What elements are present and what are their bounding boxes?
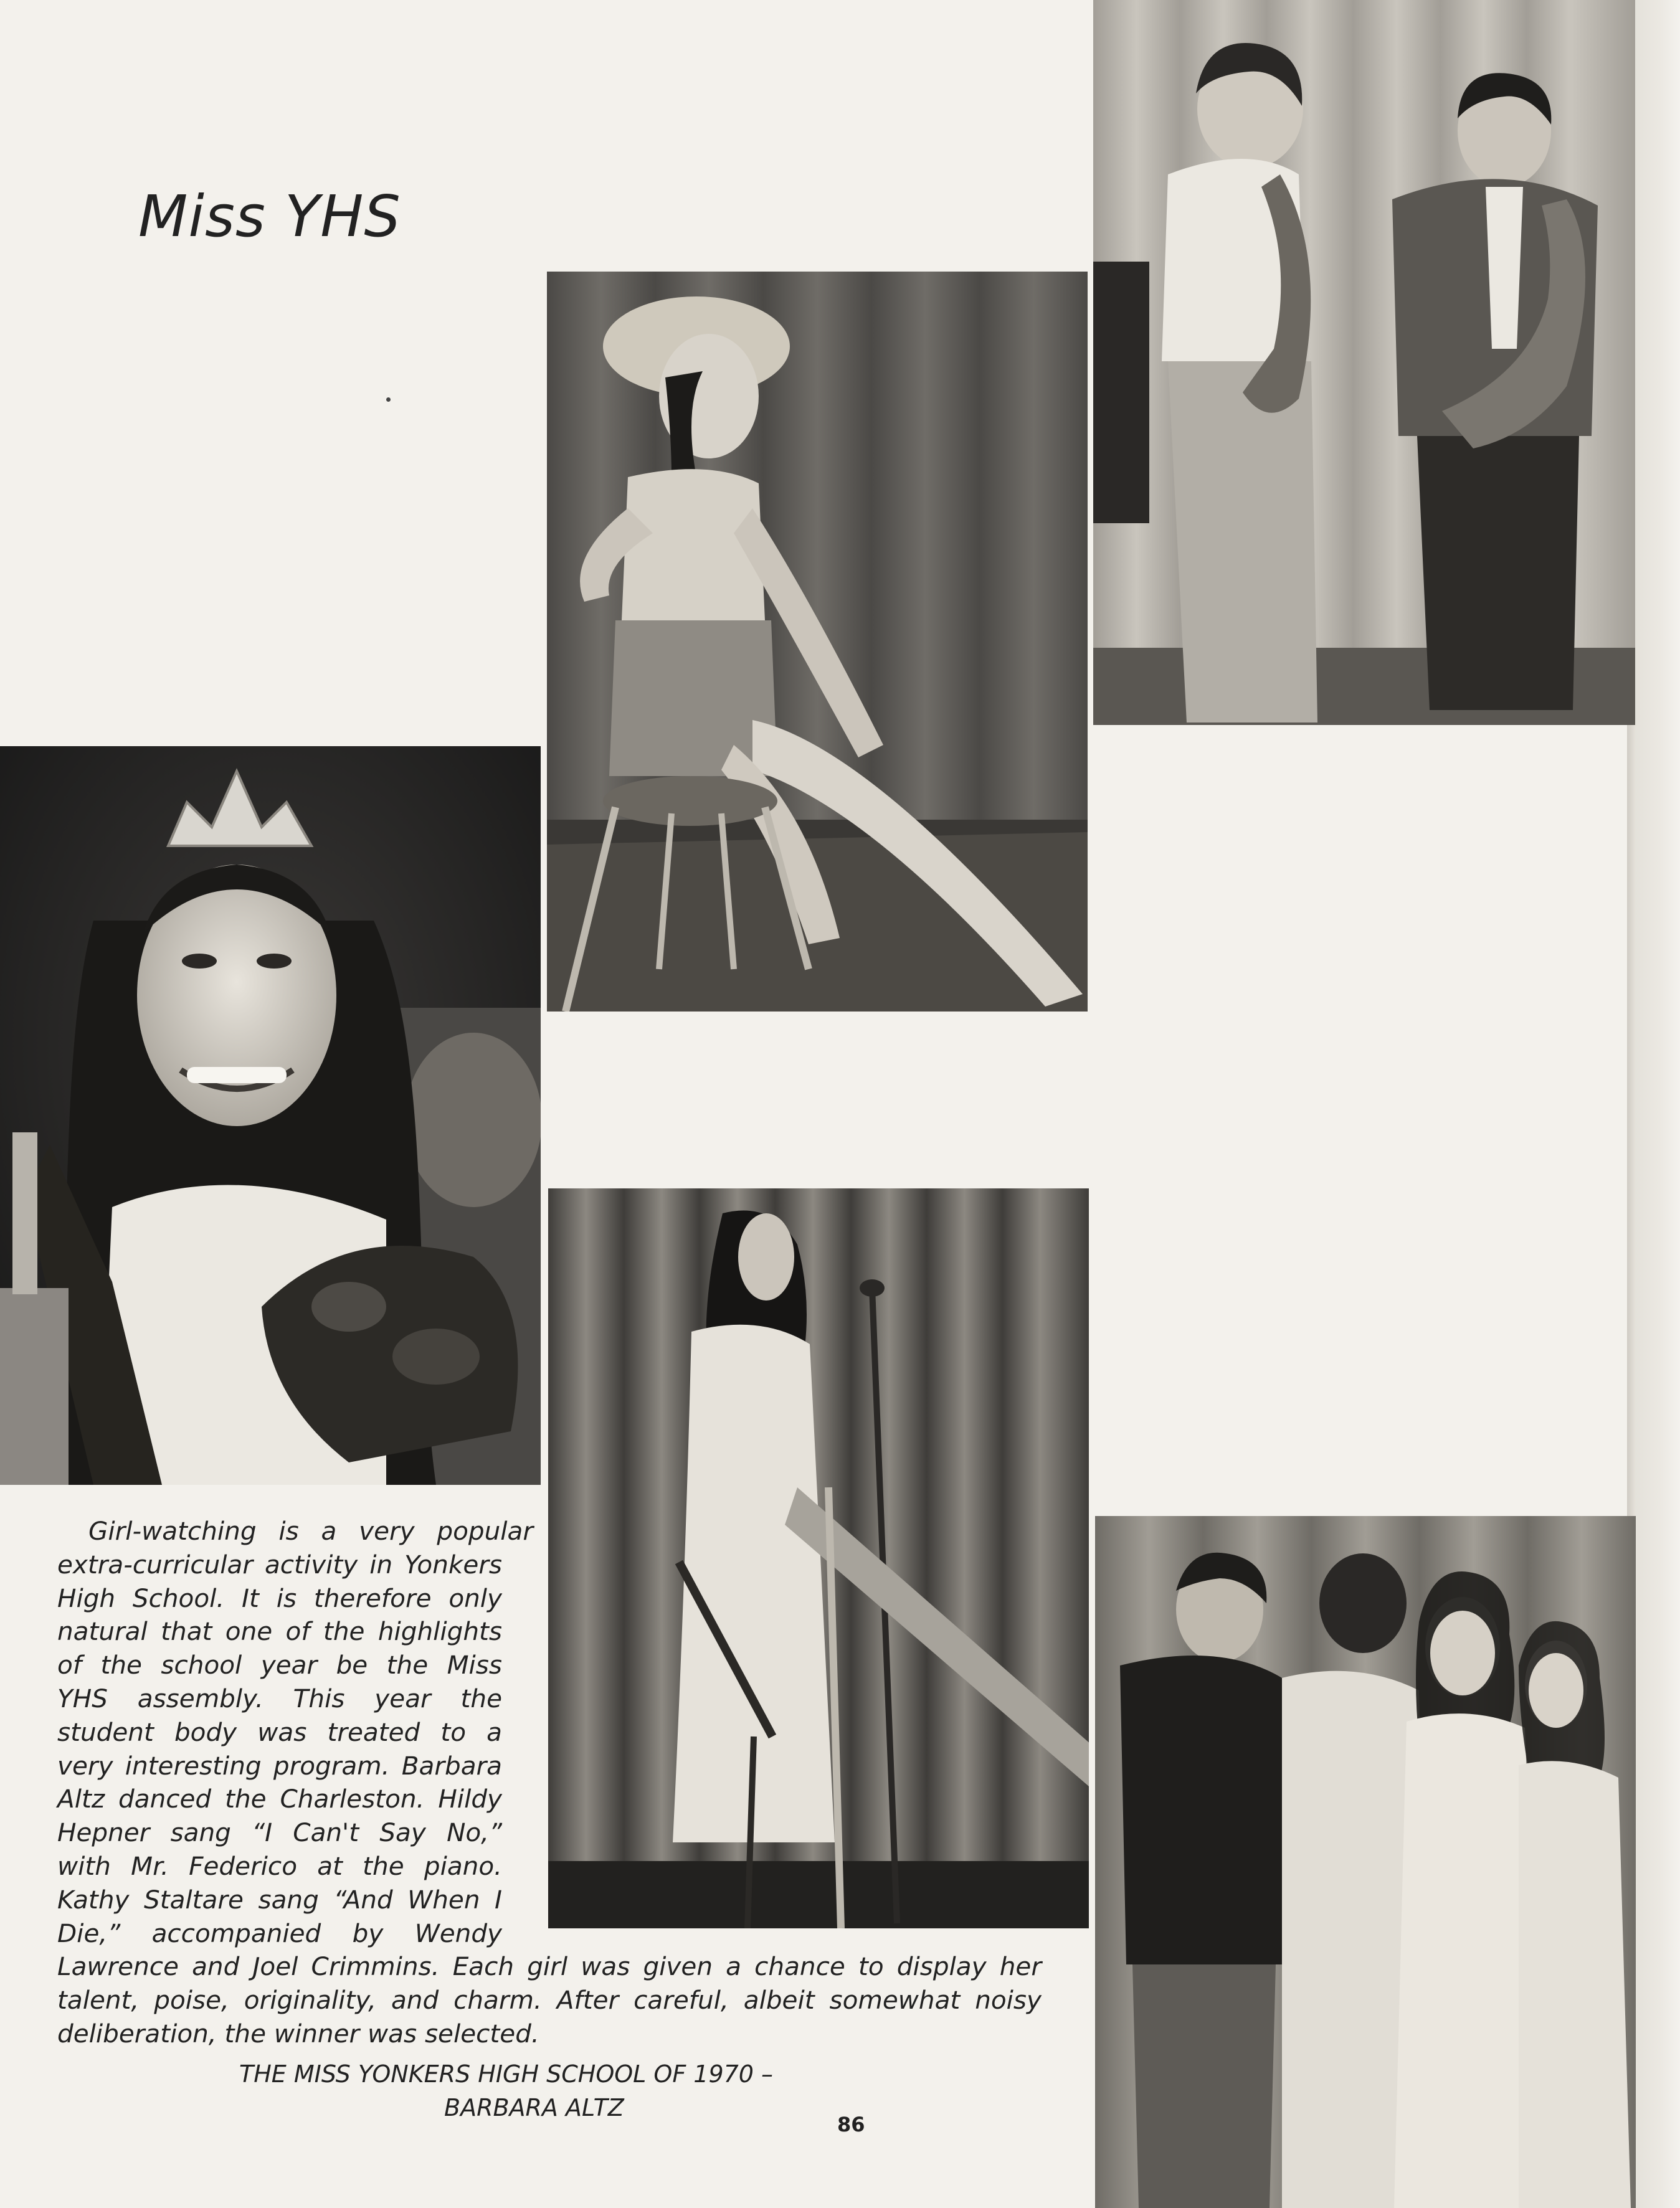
caption-line: Kathy Staltare sang “And When I (57, 1884, 502, 1915)
caption-line: talent, poise, originality, and charm. After careful, albeit somewhat noisy (57, 1985, 1042, 2016)
caption-line: Die,” accompanied by Wendy (57, 1918, 502, 1948)
page-edge (1635, 0, 1680, 2208)
photo-farm-girl-dancer-image (547, 272, 1088, 1012)
caption-line: natural that one of the highlights (57, 1616, 502, 1647)
winner-name: BARBARA ALTZ (444, 2094, 624, 2121)
caption-text (57, 1515, 1048, 2051)
photo-crowning-ceremony (1095, 1516, 1636, 2208)
caption-line: student body was treated to a (57, 1717, 502, 1747)
photo-farm-girl-dancer (547, 272, 1088, 1012)
caption-line: Hepner sang “I Can't Say No,” (57, 1817, 502, 1848)
page-heading: Miss YHS (138, 182, 401, 250)
caption-line: YHS assembly. This year the (57, 1683, 502, 1713)
caption-line: extra-curricular activity in Yonkers (57, 1549, 502, 1580)
caption-line: High School. It is therefore only (57, 1583, 502, 1613)
photo-crowning-ceremony-image (1095, 1516, 1636, 2208)
caption-line: deliberation, the winner was selected. (57, 2018, 539, 2049)
caption-line: of the school year be the Miss (57, 1650, 502, 1680)
caption-line: very interesting program. Barbara (57, 1750, 502, 1781)
photo-crowned-queen-image (0, 746, 541, 1485)
photo-crowned-queen (0, 746, 541, 1485)
photo-saxophone-players (1093, 0, 1635, 725)
photo-saxophone-players-image (1093, 0, 1635, 725)
print-speck (386, 397, 391, 402)
page-number: 86 (837, 2113, 865, 2136)
caption-line: Girl-watching is a very popular (88, 1516, 533, 1546)
winner-title: THE MISS YONKERS HIGH SCHOOL OF 1970 – (239, 2060, 774, 2088)
caption-line: with Mr. Federico at the piano. (57, 1850, 502, 1881)
caption-line: Lawrence and Joel Crimmins. Each girl was given a chance to display her (57, 1951, 1042, 1982)
caption-line: Altz danced the Charleston. Hildy (57, 1784, 502, 1814)
